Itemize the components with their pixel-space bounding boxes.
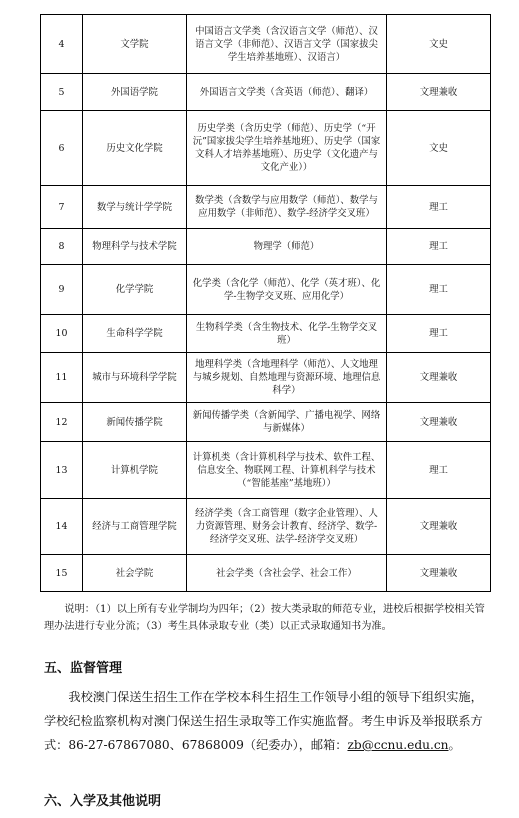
- category-cell: 文理兼收: [387, 403, 491, 442]
- row-number: 12: [41, 403, 83, 442]
- admission-majors-table: [40, 14, 491, 592]
- college-name: 社会学院: [83, 555, 187, 592]
- college-name: 历史文化学院: [83, 111, 187, 186]
- majors-cell: 生物科学类（含生物技术、化学-生物学交叉班）: [187, 315, 387, 353]
- category-cell: 文理兼收: [387, 499, 491, 555]
- category-cell: 理工: [387, 442, 491, 499]
- category-cell: 文史: [387, 15, 491, 74]
- table-row: [41, 353, 491, 403]
- row-number: 6: [41, 111, 83, 186]
- college-name: 外国语学院: [83, 74, 187, 111]
- row-number: 14: [41, 499, 83, 555]
- majors-cell: 物理学（师范）: [187, 229, 387, 265]
- category-cell: 理工: [387, 315, 491, 353]
- row-number: 8: [41, 229, 83, 265]
- college-name: 新闻传播学院: [83, 403, 187, 442]
- category-cell: 文史: [387, 111, 491, 186]
- college-name: 文学院: [83, 15, 187, 74]
- majors-cell: 社会学类（含社会学、社会工作）: [187, 555, 387, 592]
- college-name: 城市与环境科学学院: [83, 353, 187, 403]
- college-name: 物理科学与技术学院: [83, 229, 187, 265]
- majors-cell: 外国语言文学类（含英语（师范）、翻译）: [187, 74, 387, 111]
- category-cell: 文理兼收: [387, 74, 491, 111]
- row-number: 15: [41, 555, 83, 592]
- majors-cell: 历史学类（含历史学（师范）、历史学（“开沅”国家拔尖学生培养基地班）、历史学（国家文科人才培养基地班）、历史学（文化遗产与文化产业））: [187, 111, 387, 186]
- table-row: [41, 74, 491, 111]
- majors-cell: 经济学类（含工商管理（数字企业管理）、人力资源管理、财务会计教育、经济学、数学-经济学交叉班、法学-经济学交叉班）: [187, 499, 387, 555]
- section-heading-admission: 六、入学及其他说明: [44, 794, 162, 809]
- email-link[interactable]: zb@ccnu.edu.cn: [347, 738, 449, 752]
- college-name: 经济与工商管理学院: [83, 499, 187, 555]
- college-name: 计算机学院: [83, 442, 187, 499]
- table-row: [41, 403, 491, 442]
- table-row: [41, 229, 491, 265]
- table-row: [41, 186, 491, 229]
- majors-cell: 新闻传播学类（含新闻学、广播电视学、网络与新媒体）: [187, 403, 387, 442]
- table-row: [41, 265, 491, 315]
- category-cell: 理工: [387, 186, 491, 229]
- supervision-text: 我校澳门保送生招生工作在学校本科生招生工作领导小组的领导下组织实施，学校纪检监察机构对澳门保送生招生录取等工作实施监督。考生申诉及举报联系方式：86-27-67867080、67868009（纪委办），邮箱：: [44, 690, 483, 752]
- row-number: 4: [41, 15, 83, 74]
- majors-cell: 地理科学类（含地理科学（师范）、人文地理与城乡规划、自然地理与资源环境、地理信息科学）: [187, 353, 387, 403]
- table-row: [41, 499, 491, 555]
- supervision-paragraph: [44, 685, 492, 757]
- majors-cell: 计算机类（含计算机科学与技术、软件工程、信息安全、物联网工程、计算机科学与技术（“智能基座”基地班））: [187, 442, 387, 499]
- table-note: 说明：（1）以上所有专业学制均为四年；（2）按大类录取的师范专业，进校后根据学校相关管理办法进行专业分流；（3）考生具体录取专业（类）以正式录取通知书为准。: [44, 604, 485, 632]
- row-number: 7: [41, 186, 83, 229]
- majors-cell: 化学类（含化学（师范）、化学（英才班）、化学-生物学交叉班、应用化学）: [187, 265, 387, 315]
- table-row: [41, 111, 491, 186]
- majors-cell: 中国语言文学类（含汉语言文学（师范）、汉语言文学（非师范）、汉语言文学（国家拔尖学生培养基地班）、汉语言）: [187, 15, 387, 74]
- college-name: 生命科学学院: [83, 315, 187, 353]
- row-number: 9: [41, 265, 83, 315]
- section-heading-supervision: 五、监督管理: [44, 661, 123, 676]
- category-cell: 理工: [387, 229, 491, 265]
- row-number: 5: [41, 74, 83, 111]
- table-row: [41, 442, 491, 499]
- category-cell: 文理兼收: [387, 353, 491, 403]
- row-number: 11: [41, 353, 83, 403]
- table-row: [41, 555, 491, 592]
- college-name: 数学与统计学学院: [83, 186, 187, 229]
- category-cell: 理工: [387, 265, 491, 315]
- row-number: 13: [41, 442, 83, 499]
- table-body: [41, 15, 491, 592]
- college-name: 化学学院: [83, 265, 187, 315]
- majors-cell: 数学类（含数学与应用数学（师范）、数学与应用数学（非师范）、数学-经济学交叉班）: [187, 186, 387, 229]
- row-number: 10: [41, 315, 83, 353]
- supervision-text-end: 。: [448, 738, 461, 752]
- category-cell: 文理兼收: [387, 555, 491, 592]
- table-row: [41, 15, 491, 74]
- table-row: [41, 315, 491, 353]
